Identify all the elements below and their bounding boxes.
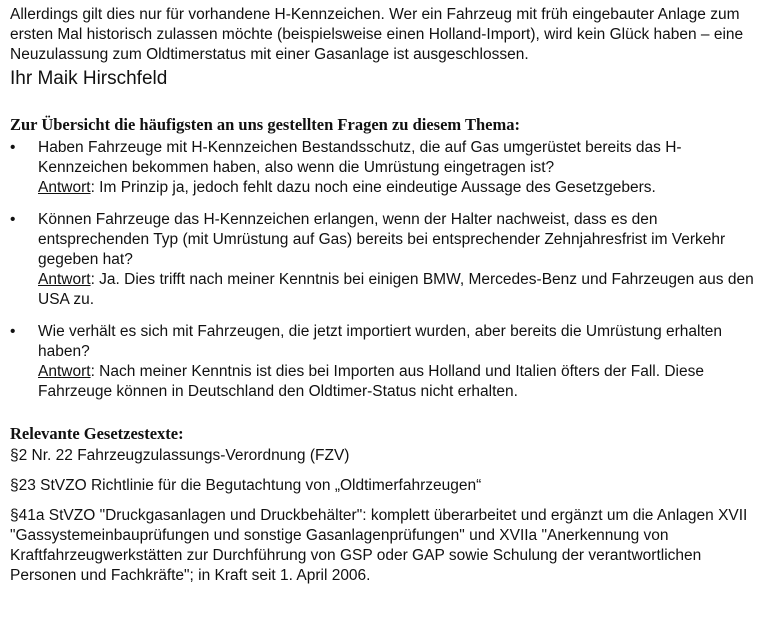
faq-item xyxy=(10,322,762,402)
signature: Ihr Maik Hirschfeld xyxy=(10,68,168,89)
faq-answer: : Im Prinzip ja, jedoch fehlt dazu noch eine eindeutige Aussage des Gesetzgebers. xyxy=(90,179,656,196)
faq-heading: Zur Übersicht die häufigsten an uns gestellten Fragen zu diesem Thema: xyxy=(10,115,520,134)
law-reference: §41a StVZO "Druckgasanlagen und Druckbehälter": komplett überarbeitet und ergänzt um die Anlagen XVII "Gassystemeinbauprüfungen und sonstige Gasanlagenprüfungen" und XVIIa "Anerkennung von Kraftfahrzeugwerkstätten zur Durchführung von GSP oder GAP sowie Schulung der verantwortlichen Personen und Fachkräfte"; in Kraft seit 1. April 2006. xyxy=(10,507,748,584)
laws-heading: Relevante Gesetzestexte: xyxy=(10,424,184,443)
faq-list xyxy=(10,138,762,402)
faq-item xyxy=(10,138,762,198)
faq-question: Können Fahrzeuge das H-Kennzeichen erlangen, wenn der Halter nachweist, dass es den entsprechenden Typ (mit Umrüstung auf Gas) bereits bei entsprechender Zehnjahresfrist im Verkehr gegeben hat? xyxy=(38,211,726,268)
faq-answer: : Nach meiner Kenntnis ist dies bei Importen aus Holland und Italien öfters der Fall. Diese Fahrzeuge können in Deutschland den Oldtimer-Status nicht erhalten. xyxy=(38,363,704,400)
intro-paragraph: Allerdings gilt dies nur für vorhandene H-Kennzeichen. Wer ein Fahrzeug mit früh eingebauter Anlage zum ersten Mal historisch zulassen möchte (beispielsweise einen Holland-Import), wird kein Glück haben – eine Neuzulassung zum Oldtimerstatus mit einer Gasanlage ist ausgeschlossen. xyxy=(10,6,744,63)
bullet-icon: • xyxy=(10,211,16,228)
faq-item xyxy=(10,210,762,310)
answer-label: Antwort xyxy=(38,363,91,380)
bullet-icon: • xyxy=(10,139,16,156)
answer-label: Antwort xyxy=(38,271,91,288)
answer-label: Antwort xyxy=(38,179,91,196)
faq-question: Wie verhält es sich mit Fahrzeugen, die jetzt importiert wurden, aber bereits die Umrüstung erhalten haben? xyxy=(38,323,723,360)
law-reference: §2 Nr. 22 Fahrzeugzulassungs-Verordnung (FZV) xyxy=(10,447,350,464)
faq-answer: : Ja. Dies trifft nach meiner Kenntnis bei einigen BMW, Mercedes-Benz und Fahrzeugen aus den USA zu. xyxy=(38,271,754,308)
document-page xyxy=(10,5,762,586)
law-reference: §23 StVZO Richtlinie für die Begutachtung von „Oldtimerfahrzeugen“ xyxy=(10,477,482,494)
faq-question: Haben Fahrzeuge mit H-Kennzeichen Bestandsschutz, die auf Gas umgerüstet bereits das H-Kennzeichen bekommen haben, also wenn die Umrüstung eingetragen ist? xyxy=(38,139,682,176)
bullet-icon: • xyxy=(10,323,16,340)
